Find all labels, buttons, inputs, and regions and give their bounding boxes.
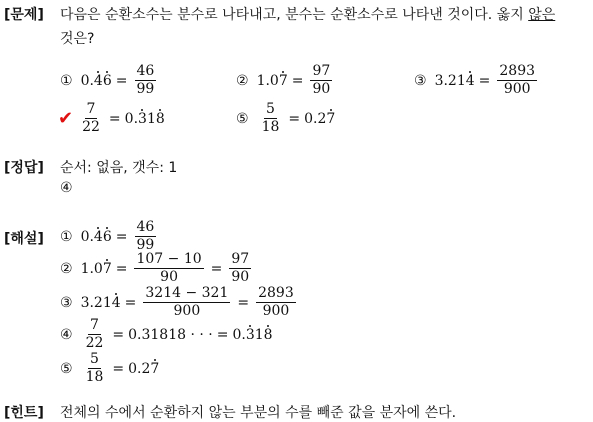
problem-label: [문제] (4, 7, 44, 23)
answer-label: [정답] (4, 160, 44, 176)
explanation-row-2: ② 1.07 = $\frac{107 - 10}{90}$ = $\frac{97}{90}$ (60, 251, 250, 285)
option-5-decimal: 0.27 (304, 110, 336, 127)
answer-line2: ④ (60, 180, 73, 196)
option-3-number: ③ (414, 72, 427, 89)
explanation-row-5: ⑤ $\frac{5}{18}$ = 0.27 (60, 351, 160, 385)
option-3[interactable]: ③ 3.214 = $\frac{2893}{900}$ (414, 63, 536, 97)
option-3-decimal: 3.214 (434, 72, 475, 89)
option-4-decimal: 0.318 (124, 110, 165, 127)
check-mark-icon: ✔ (58, 108, 74, 129)
problem-text-main: 다음은 순환소수는 분수로 나타내고, 분수는 순환소수로 나타낸 것이다. 옳지 (60, 7, 529, 23)
problem-text-line1 (60, 4, 555, 24)
explanation-row-3: ③ 3.214 = $\frac{3214 - 321}{900}$ = $\frac{2893}{900}$ (60, 285, 294, 319)
hint-label: [힌트] (4, 405, 44, 421)
hint-text: 전체의 수에서 순환하지 않는 부분의 수를 빼준 값을 분자에 쓴다. (60, 405, 457, 421)
option-1-fraction: $\frac{46}{99}$ (136, 63, 155, 97)
option-4[interactable]: ✔ $\frac{7}{22}$ = 0.318 (58, 101, 165, 135)
option-5-fraction: $\frac{5}{18}$ (261, 101, 280, 135)
option-5-number: ⑤ (236, 110, 249, 127)
option-3-fraction: $\frac{2893}{900}$ (499, 63, 536, 97)
answer-line1: 순서: 없음, 갯수: 1 (60, 160, 178, 176)
problem-text-underlined: 않은 (528, 7, 556, 23)
option-2-number: ② (236, 72, 249, 89)
explanation-row-4: ④ $\frac{7}{22}$ = 0.31818 · · · = 0.318 (60, 317, 273, 351)
problem-text-line2: 것은? (60, 31, 95, 47)
option-4-fraction: $\frac{7}{22}$ (82, 101, 100, 135)
explanation-label: [해설] (4, 231, 44, 247)
explanation-row-1: ① 0.46 = $\frac{46}{99}$ (60, 219, 155, 253)
option-2[interactable]: ② 1.07 = $\frac{97}{90}$ (236, 63, 331, 97)
option-2-fraction: $\frac{97}{90}$ (312, 63, 331, 97)
option-1-number: ① (60, 72, 73, 89)
option-1-decimal: 0.46 (80, 72, 112, 89)
option-2-decimal: 1.07 (256, 72, 288, 89)
option-1[interactable]: ① 0.46 = $\frac{46}{99}$ (60, 63, 155, 97)
option-5[interactable]: ⑤ $\frac{5}{18}$ = 0.27 (236, 101, 336, 135)
